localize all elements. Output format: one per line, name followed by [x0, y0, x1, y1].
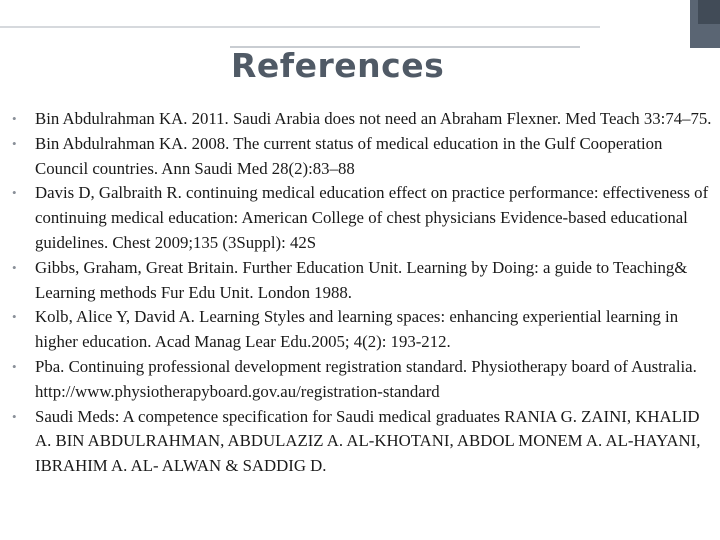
- reference-text: Bin Abdulrahman KA. 2011. Saudi Arabia does not need an Abraham Flexner. Med Teach 33:74–75.: [35, 109, 712, 128]
- reference-text: Saudi Meds: A competence specification for Saudi medical graduates RANIA G. ZAINI, KHALID A. BIN ABDULRAHMAN, ABDULAZIZ A. AL-KHOTANI, ABDOL MONEM A. AL-HAYANI, IBRAHIM A. AL- ALWAN & SADDIG D.: [35, 406, 701, 476]
- bullet-icon: •: [12, 259, 17, 275]
- reference-list: [12, 107, 712, 479]
- reference-text: Bin Abdulrahman KA. 2008. The current status of medical education in the Gulf Cooperation Council countries. Ann Saudi Med 28(2):83–88: [35, 133, 663, 178]
- reference-item: [12, 305, 712, 355]
- reference-item: [12, 181, 712, 255]
- band-thin-stripe: [0, 26, 600, 28]
- reference-item: [12, 107, 712, 132]
- reference-text: Pba. Continuing professional development registration standard. Physiotherapy board of Australia. http://www.physiotherapyboard.gov.au/registration-standard: [35, 356, 697, 401]
- reference-item: [12, 355, 712, 405]
- reference-item: [12, 132, 712, 182]
- reference-item: [12, 405, 712, 479]
- bullet-icon: •: [12, 408, 17, 424]
- bullet-icon: •: [12, 358, 17, 374]
- slide-title: References: [231, 46, 445, 85]
- bullet-icon: •: [12, 185, 17, 201]
- reference-item: [12, 256, 712, 306]
- bullet-icon: •: [12, 135, 17, 151]
- reference-text: Davis D, Galbraith R. continuing medical education effect on practice performance: effectiveness of continuing medical education: American College of chest physicians Evidence-based educational guidelines. Chest 2009;135 (3Suppl): 42S: [35, 183, 709, 252]
- bullet-icon: •: [12, 111, 17, 126]
- reference-text: Gibbs, Graham, Great Britain. Further Education Unit. Learning by Doing: a guide to Teaching& Learning methods Fur Edu Unit. London 1988.: [35, 257, 688, 302]
- bullet-icon: •: [12, 309, 17, 325]
- reference-text: Kolb, Alice Y, David A. Learning Styles and learning spaces: enhancing experiential learning in higher education. Acad Manag Lear Edu.2005; 4(2): 193-212.: [35, 307, 679, 352]
